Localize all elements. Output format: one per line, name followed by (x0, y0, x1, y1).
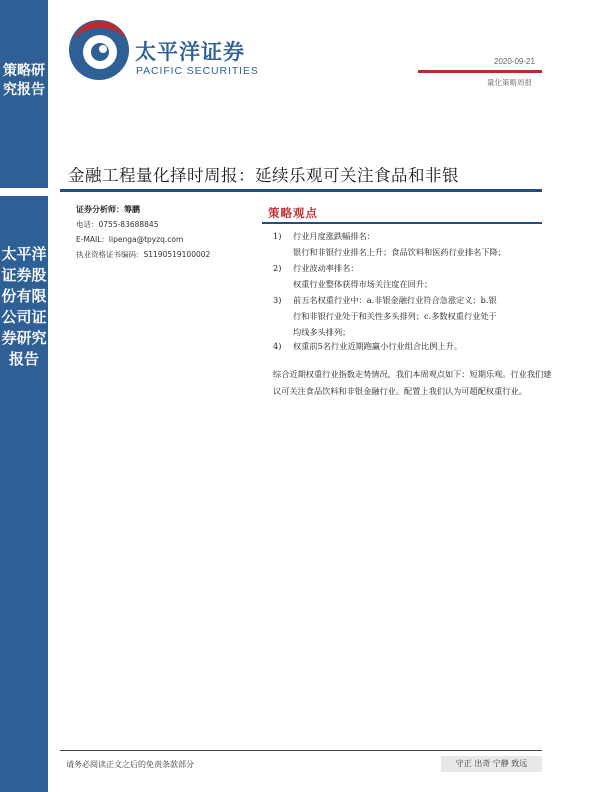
title-divider (60, 189, 542, 192)
side-band-company-label: 太平洋证券股份有限公司证券研究报告 (1, 245, 47, 368)
side-band-gap (0, 188, 48, 196)
brand-name-chinese: 太平洋证券 (135, 40, 245, 64)
point-line: 前五名权重行业中：a.非银金融行业符合急涨定义；b.银 (293, 295, 497, 305)
point-number: 4) (273, 341, 282, 351)
point-number: 3) (273, 295, 282, 305)
analyst-certificate: 执业资格证书编码：S1190519100002 (76, 250, 211, 259)
report-type-label: 量化策略周报 (487, 78, 532, 87)
analyst-name: 证券分析师：筹鹏 (76, 205, 140, 214)
analyst-email: E-MAIL：lipenga@tpyzq.com (76, 235, 184, 244)
report-date: 2020-09-21 (494, 57, 535, 66)
strategy-divider (262, 222, 542, 224)
disclaimer-text: 请务必阅读正文之后的免责条款部分 (66, 760, 194, 769)
strategy-conclusion: 综合近期权重行业指数走势情况，我们本周观点如下：短期乐观。行业我们建议可关注食品饮料和非银金融行业。配置上我们认为可超配权重行业。 (273, 369, 552, 396)
point-line: 行业波动率排名： (293, 263, 359, 273)
analyst-phone: 电话：0755-83688845 (76, 220, 159, 229)
point-number: 2) (273, 263, 282, 273)
header-accent-rule (418, 70, 542, 73)
point-line: 均线多头排列； (293, 327, 351, 337)
point-line: 权重行业整体获得市场关注度在回升； (293, 279, 433, 289)
footer-divider (60, 750, 542, 751)
point-number: 1) (273, 231, 282, 241)
side-band-report-label: 策略研究报告 (3, 63, 45, 98)
report-title: 金融工程量化择时周报：延续乐观可关注食品和非银 (68, 166, 459, 185)
pacific-securities-logo-icon (60, 10, 138, 82)
company-motto: 守正 出奇 宁静 致远 (441, 756, 542, 772)
point-line: 权重前5名行业近期跑赢小行业组合比例上升。 (293, 341, 462, 351)
brand-name-english: PACIFIC SECURITIES (136, 65, 259, 77)
point-line: 银行和非银行业排名上升；食品饮料和医药行业排名下降； (293, 247, 506, 257)
strategy-heading: 策略观点 (268, 206, 318, 220)
point-line: 行业月度涨跌幅排名： (293, 231, 375, 241)
point-line: 行和非银行业处于和关性多头排列；c.多数权重行业处于 (293, 311, 497, 321)
